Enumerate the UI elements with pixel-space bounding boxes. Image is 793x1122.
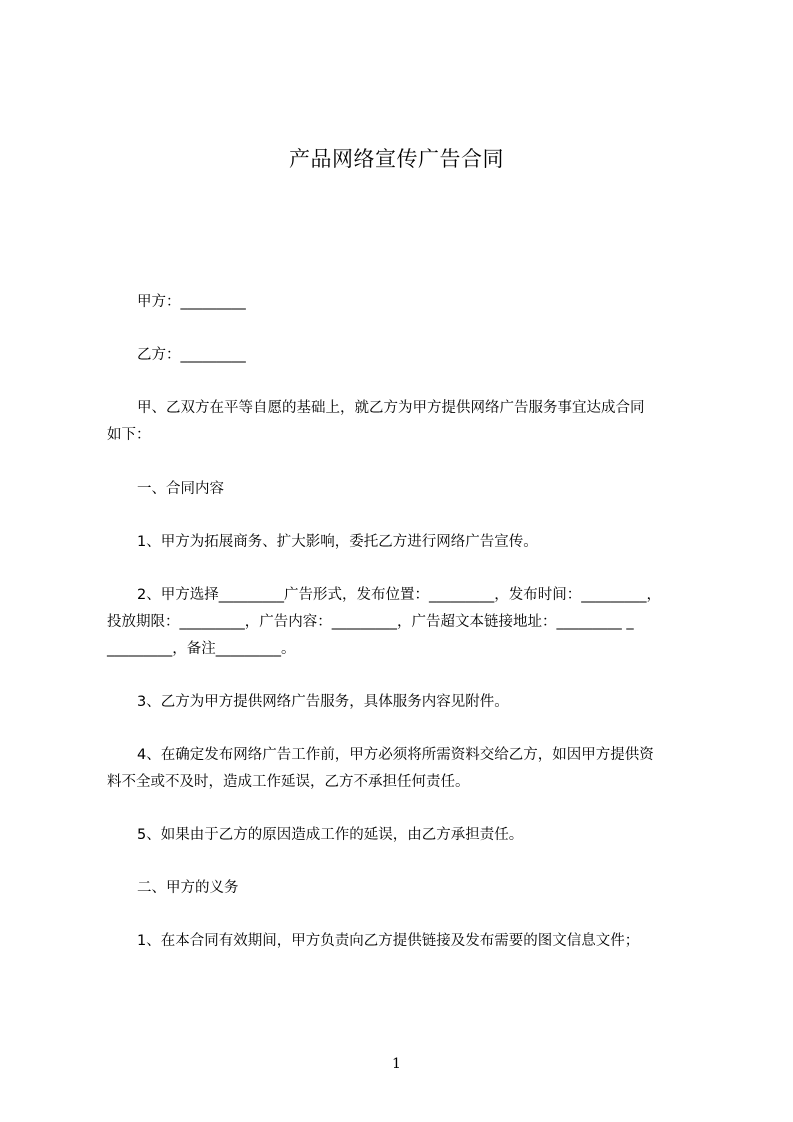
clause-2-1: 1、在本合同有效期间，甲方负责向乙方提供链接及发布需要的图文信息文件； <box>137 933 640 949</box>
clause-1-4-line-2: 料不全或不及时，造成工作延误，乙方不承担任何责任。 <box>107 774 470 790</box>
clause-1-4-line-1: 4、在确定发布网络广告工作前，甲方必须将所需资料交给乙方，如因甲方提供资 <box>137 747 654 763</box>
section-2-heading: 二、甲方的义务 <box>137 880 239 896</box>
preamble-line-1: 甲、乙双方在平等自愿的基础上，就乙方为甲方提供网络广告服务事宜达成合同 <box>137 400 645 416</box>
preamble-line-2: 如下： <box>107 427 151 443</box>
section-1-heading: 一、合同内容 <box>137 481 224 497</box>
clause-1-2-line-2: 投放期限：_________，广告内容：_________，广告超文本链接地址：_________ _ <box>107 614 634 630</box>
party-b-line: 乙方：_________ <box>137 347 246 363</box>
contract-title: 产品网络宣传广告合同 <box>289 147 504 171</box>
clause-1-3: 3、乙方为甲方提供网络广告服务，具体服务内容见附件。 <box>137 694 509 710</box>
clause-1-5: 5、如果由于乙方的原因造成工作的延误，由乙方承担责任。 <box>137 827 524 843</box>
clause-1-1: 1、甲方为拓展商务、扩大影响，委托乙方进行网络广告宣传。 <box>137 534 538 550</box>
party-a-line: 甲方：_________ <box>137 294 246 310</box>
clause-1-2-line-3: _________，备注_________。 <box>107 641 296 657</box>
page-number: 1 <box>392 1056 401 1072</box>
clause-1-2-line-1: 2、甲方选择_________广告形式，发布位置：_________，发布时间：_________， <box>137 587 661 603</box>
